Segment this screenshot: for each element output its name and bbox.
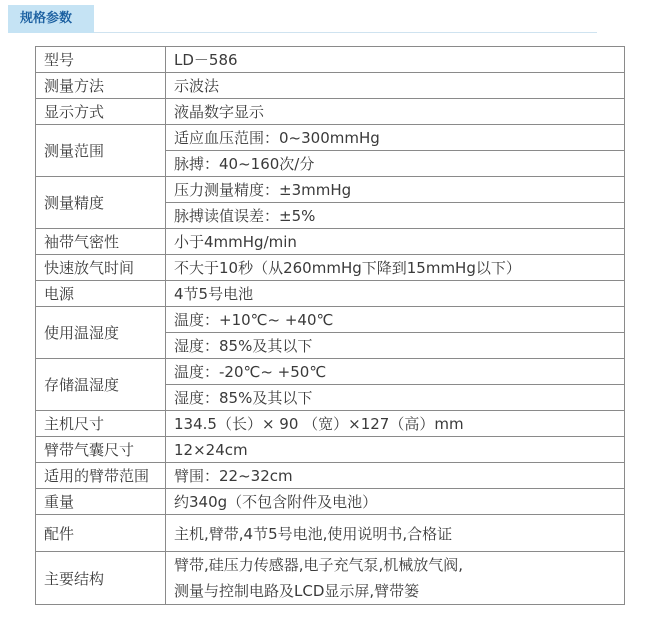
spec-key: 臂带气囊尺寸 bbox=[36, 437, 166, 463]
section-title: 规格参数 bbox=[8, 5, 94, 33]
spec-value: 脉搏：40~160次/分 bbox=[166, 151, 625, 177]
spec-value: 示波法 bbox=[166, 73, 625, 99]
spec-key: 电源 bbox=[36, 281, 166, 307]
table-row bbox=[36, 307, 625, 333]
spec-value-line: 臂带,硅压力传感器,电子充气泵,机械放气阀, bbox=[174, 556, 464, 574]
spec-value: 12×24cm bbox=[166, 437, 625, 463]
spec-value: 臂围：22~32cm bbox=[166, 463, 625, 489]
table-row bbox=[36, 359, 625, 385]
spec-value: 湿度：85%及其以下 bbox=[166, 333, 625, 359]
spec-value: 主机,臂带,4节5号电池,使用说明书,合格证 bbox=[166, 515, 625, 552]
spec-value: 湿度：85%及其以下 bbox=[166, 385, 625, 411]
spec-key: 测量精度 bbox=[36, 177, 166, 229]
spec-value: 4节5号电池 bbox=[166, 281, 625, 307]
table-row bbox=[36, 229, 625, 255]
spec-value: LD－586 bbox=[166, 47, 625, 73]
table-row bbox=[36, 99, 625, 125]
table-row bbox=[36, 463, 625, 489]
table-row bbox=[36, 437, 625, 463]
spec-key: 适用的臂带范围 bbox=[36, 463, 166, 489]
spec-value: 温度：-20℃~ +50℃ bbox=[166, 359, 625, 385]
spec-value: 温度：+10℃~ +40℃ bbox=[166, 307, 625, 333]
table-row bbox=[36, 515, 625, 552]
spec-key: 测量方法 bbox=[36, 73, 166, 99]
spec-key: 使用温湿度 bbox=[36, 307, 166, 359]
spec-value: 适应血压范围：0~300mmHg bbox=[166, 125, 625, 151]
table-row bbox=[36, 47, 625, 73]
spec-key: 型号 bbox=[36, 47, 166, 73]
spec-key: 显示方式 bbox=[36, 99, 166, 125]
table-row bbox=[36, 177, 625, 203]
spec-key: 配件 bbox=[36, 515, 166, 552]
spec-key: 重量 bbox=[36, 489, 166, 515]
spec-value: 134.5（长）× 90 （宽）×127（高）mm bbox=[166, 411, 625, 437]
table-row bbox=[36, 125, 625, 151]
spec-value: 液晶数字显示 bbox=[166, 99, 625, 125]
spec-key: 主机尺寸 bbox=[36, 411, 166, 437]
spec-value: 约340g（不包含附件及电池） bbox=[166, 489, 625, 515]
spec-value: 脉搏读值误差：±5% bbox=[166, 203, 625, 229]
header-divider bbox=[94, 32, 597, 33]
spec-key: 袖带气密性 bbox=[36, 229, 166, 255]
spec-value-multiline bbox=[166, 552, 625, 605]
spec-key: 测量范围 bbox=[36, 125, 166, 177]
table-row bbox=[36, 411, 625, 437]
section-header bbox=[0, 0, 667, 38]
spec-key: 存储温湿度 bbox=[36, 359, 166, 411]
spec-value: 压力测量精度：±3mmHg bbox=[166, 177, 625, 203]
table-row bbox=[36, 73, 625, 99]
table-row bbox=[36, 281, 625, 307]
spec-key: 快速放气时间 bbox=[36, 255, 166, 281]
spec-table bbox=[35, 46, 625, 605]
table-row bbox=[36, 255, 625, 281]
table-row bbox=[36, 552, 625, 605]
spec-value: 小于4mmHg/min bbox=[166, 229, 625, 255]
spec-key: 主要结构 bbox=[36, 552, 166, 605]
spec-value-line: 测量与控制电路及LCD显示屏,臂带篓 bbox=[174, 582, 420, 600]
spec-value: 不大于10秒（从260mmHg下降到15mmHg以下） bbox=[166, 255, 625, 281]
table-row bbox=[36, 489, 625, 515]
